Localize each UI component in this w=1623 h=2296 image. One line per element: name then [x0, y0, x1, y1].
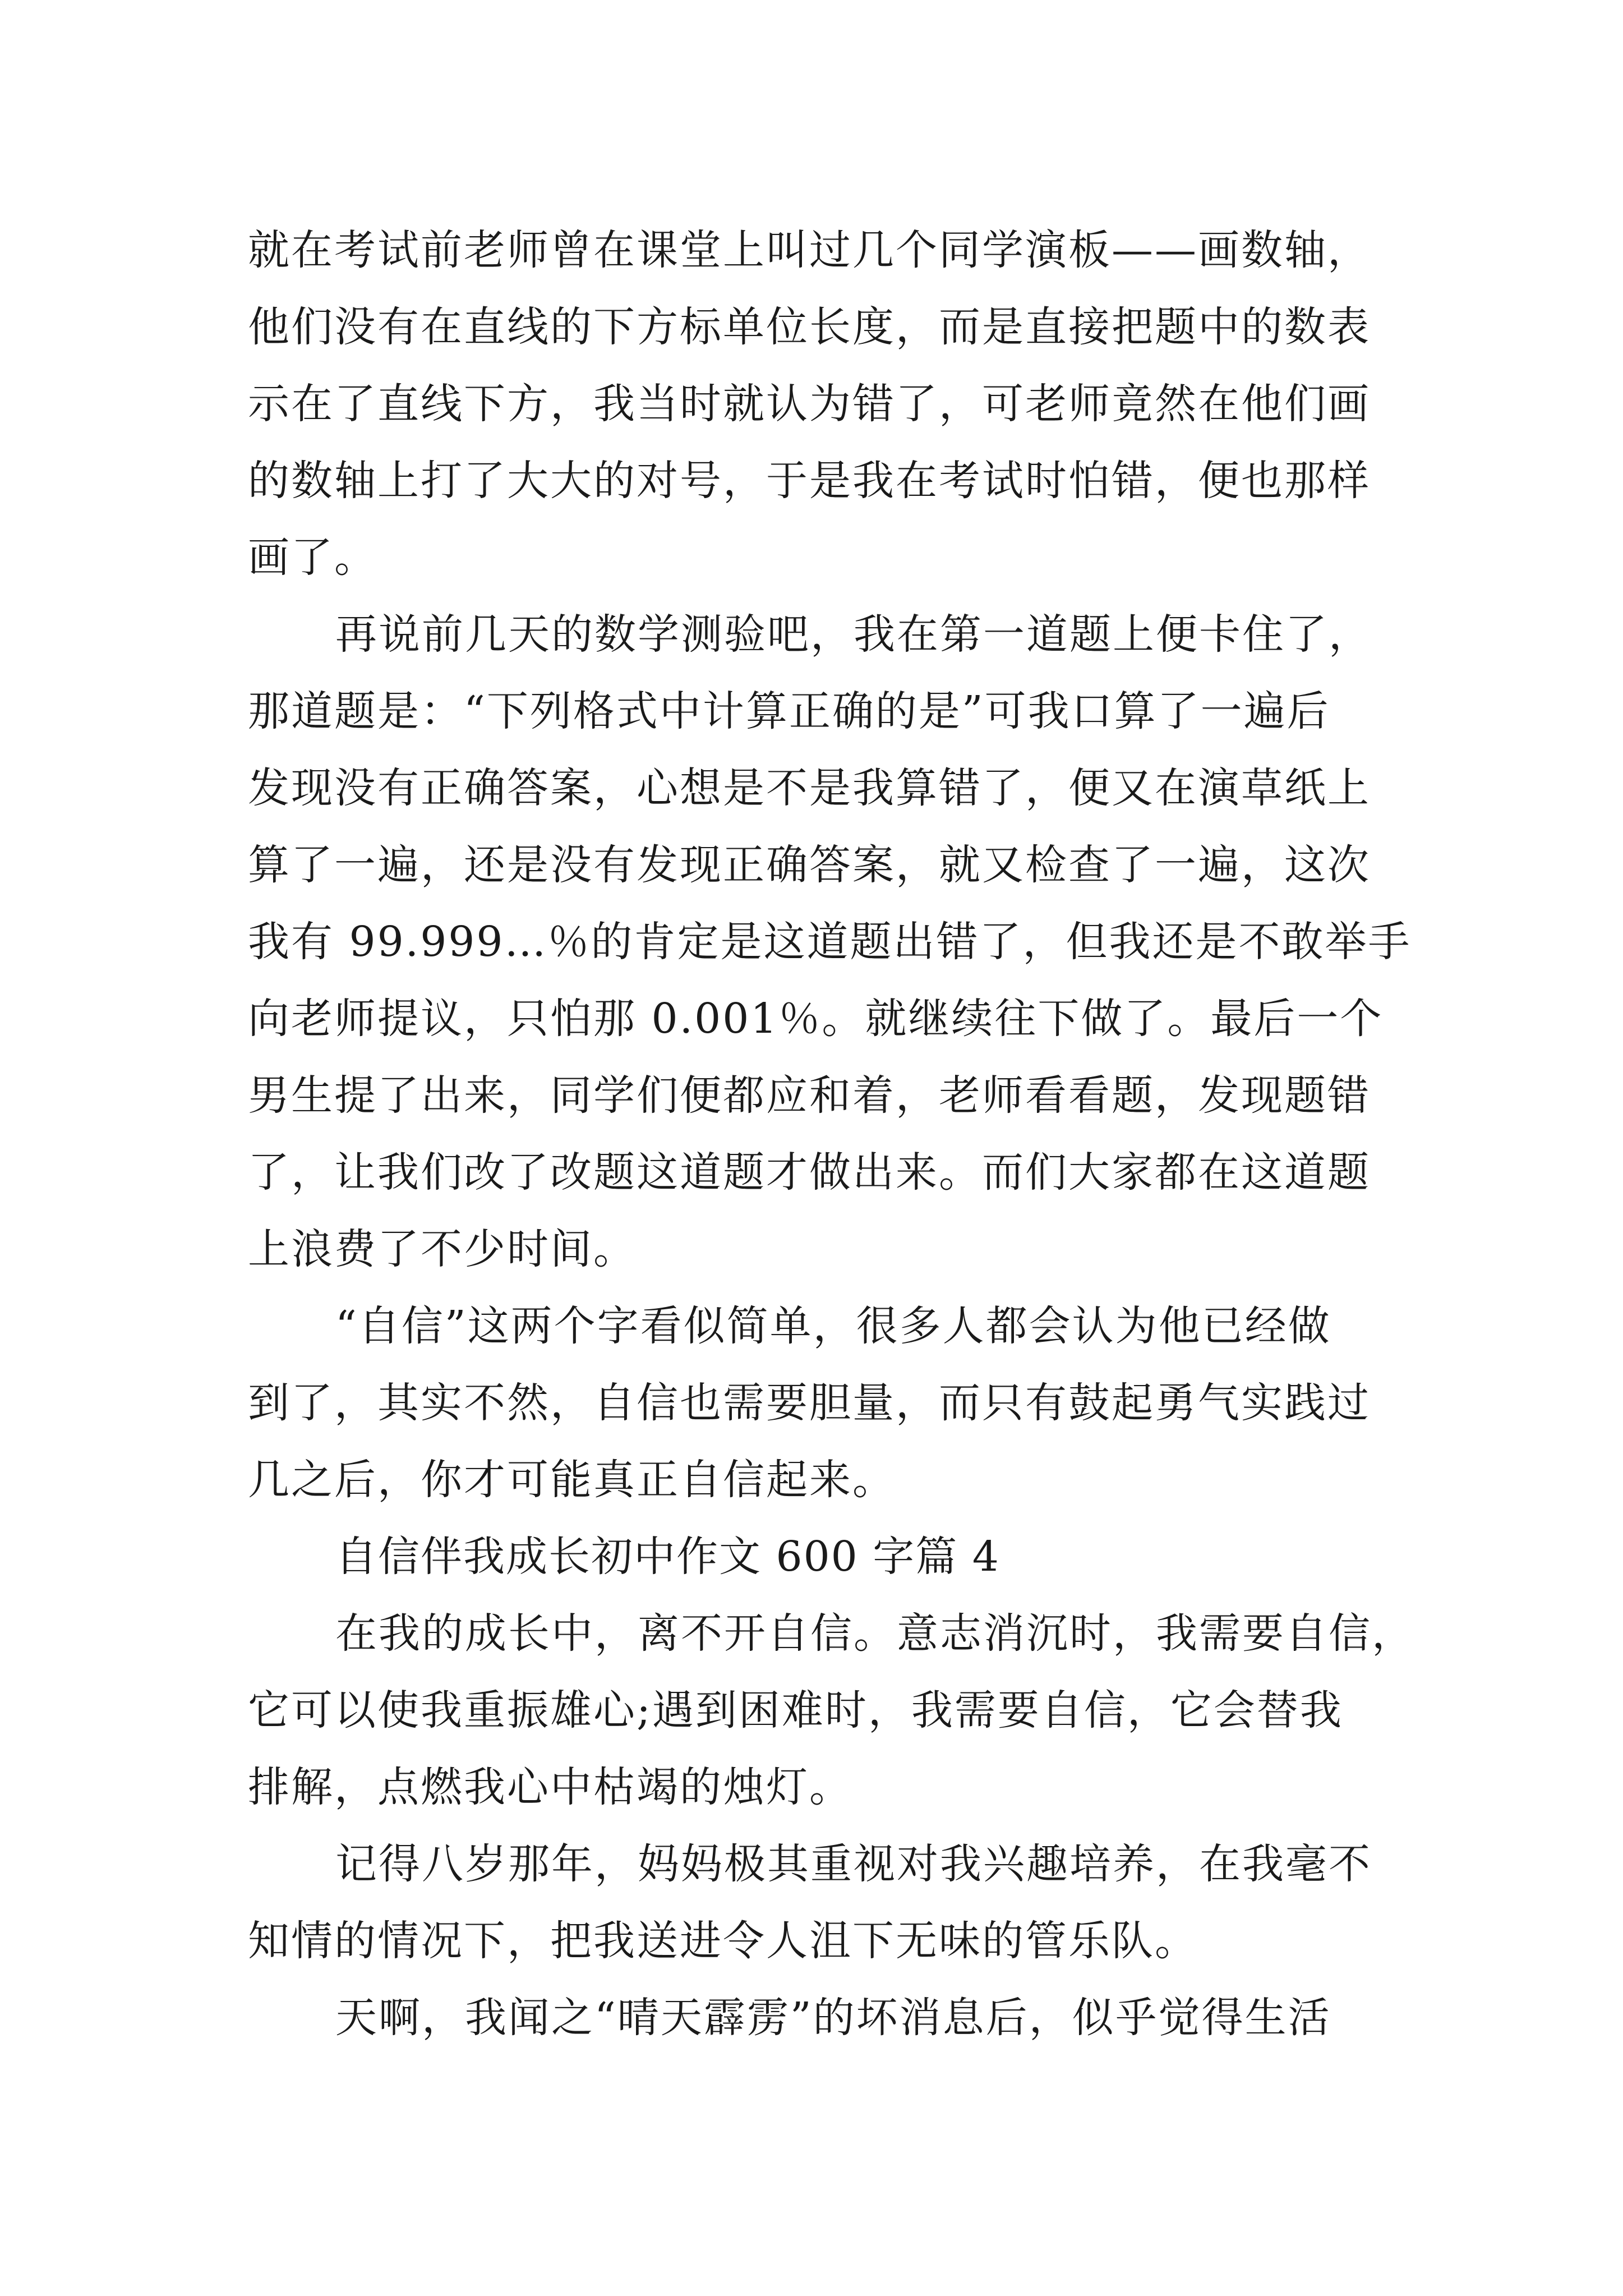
- paragraph-line: 排解，点燃我心中枯竭的烛灯。: [248, 1763, 852, 1811]
- paragraph-line: 到了，其实不然，自信也需要胆量，而只有鼓起勇气实践过: [248, 1379, 1371, 1427]
- paragraph-line: 了，让我们改了改题这道题才做出来。而们大家都在这道题: [248, 1148, 1371, 1197]
- paragraph-line: 算了一遍，还是没有发现正确答案，就又检查了一遍，这次: [248, 841, 1371, 889]
- paragraph-line: 发现没有正确答案，心想是不是我算错了，便又在演草纸上: [248, 764, 1371, 812]
- paragraph-line: 那道题是：“下列格式中计算正确的是”可我口算了一遍后: [248, 687, 1330, 735]
- section-heading: 自信伴我成长初中作文 600 字篇 4: [335, 1533, 1000, 1581]
- paragraph-line: 就在考试前老师曾在课堂上叫过几个同学演板——画数轴，: [248, 226, 1371, 274]
- paragraph-line: 画了。: [248, 533, 377, 582]
- paragraph-line: 记得八岁那年，妈妈极其重视对我兴趣培养，在我毫不: [335, 1840, 1372, 1888]
- paragraph-line: 他们没有在直线的下方标单位长度，而是直接把题中的数表: [248, 303, 1371, 351]
- paragraph-line: 我有 99.999…％的肯定是这道题出错了，但我还是不敢举手: [248, 918, 1412, 966]
- paragraph-line: “自信”这两个字看似简单，很多人都会认为他已经做: [335, 1302, 1331, 1350]
- body-text: [248, 212, 1415, 2056]
- paragraph-line: 天啊，我闻之“晴天霹雳”的坏消息后，似乎觉得生活: [335, 1994, 1331, 2042]
- paragraph-line: 上浪费了不少时间。: [248, 1225, 637, 1273]
- paragraph-line: 它可以使我重振雄心;遇到困难时，我需要自信，它会替我: [248, 1686, 1343, 1734]
- paragraph-line: 再说前几天的数学测验吧，我在第一道题上便卡住了，: [335, 610, 1372, 659]
- paragraph-line: 示在了直线下方，我当时就认为错了，可老师竟然在他们画: [248, 380, 1371, 428]
- paragraph-line: 向老师提议，只怕那 0.001％。就继续往下做了。最后一个: [248, 995, 1384, 1043]
- paragraph-line: 男生提了出来，同学们便都应和着，老师看看题，发现题错: [248, 1071, 1371, 1120]
- paragraph-line: 在我的成长中，离不开自信。意志消沉时，我需要自信，: [335, 1609, 1415, 1658]
- paragraph-line: 几之后，你才可能真正自信起来。: [248, 1456, 896, 1504]
- paragraph-line: 知情的情况下，把我送进令人沮下无味的管乐队。: [248, 1917, 1198, 1965]
- paragraph-line: 的数轴上打了大大的对号，于是我在考试时怕错，便也那样: [248, 457, 1371, 505]
